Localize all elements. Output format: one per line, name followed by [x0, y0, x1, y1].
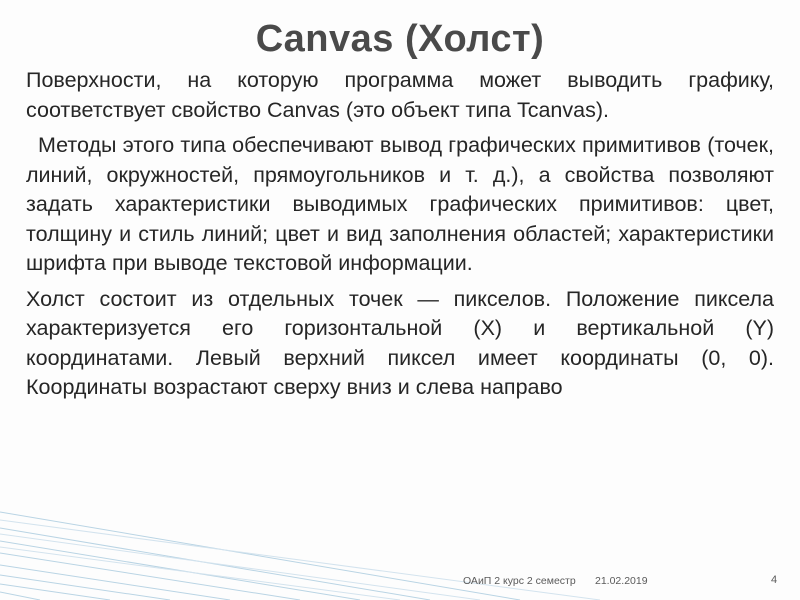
page-number: 4	[771, 574, 778, 586]
footer-course: ОАиП 2 курс 2 семестр	[463, 575, 576, 587]
slide-body	[26, 66, 774, 409]
footer-date: 21.02.2019	[595, 575, 648, 587]
paragraph-canvas-property: Поверхности, на которую программа может выводить графику, соответствует свойство Canvas (это объект типа Tcanvas).	[26, 68, 774, 122]
paragraph-methods: Методы этого типа обеспечивают вывод графических примитивов (точек, линий, окружностей, прямоугольников и т. д.), а свойства позволяют задать характеристики выводимых графических примитивов: цвет, толщину и стиль линий; цвет и вид заполнения областей; характеристики шрифта при выводе текстовой информации.	[26, 133, 774, 275]
slide-title: Canvas (Холст)	[255, 18, 545, 60]
paragraph-pixels: Холст состоит из отдельных точек — пикселов. Положение пиксела характеризуется его горизонтальной (X) и вертикальной (Y) координатами. Левый верхний пиксел имеет координаты (0, 0). Координаты возрастают сверху вниз и слева направо	[26, 286, 774, 399]
